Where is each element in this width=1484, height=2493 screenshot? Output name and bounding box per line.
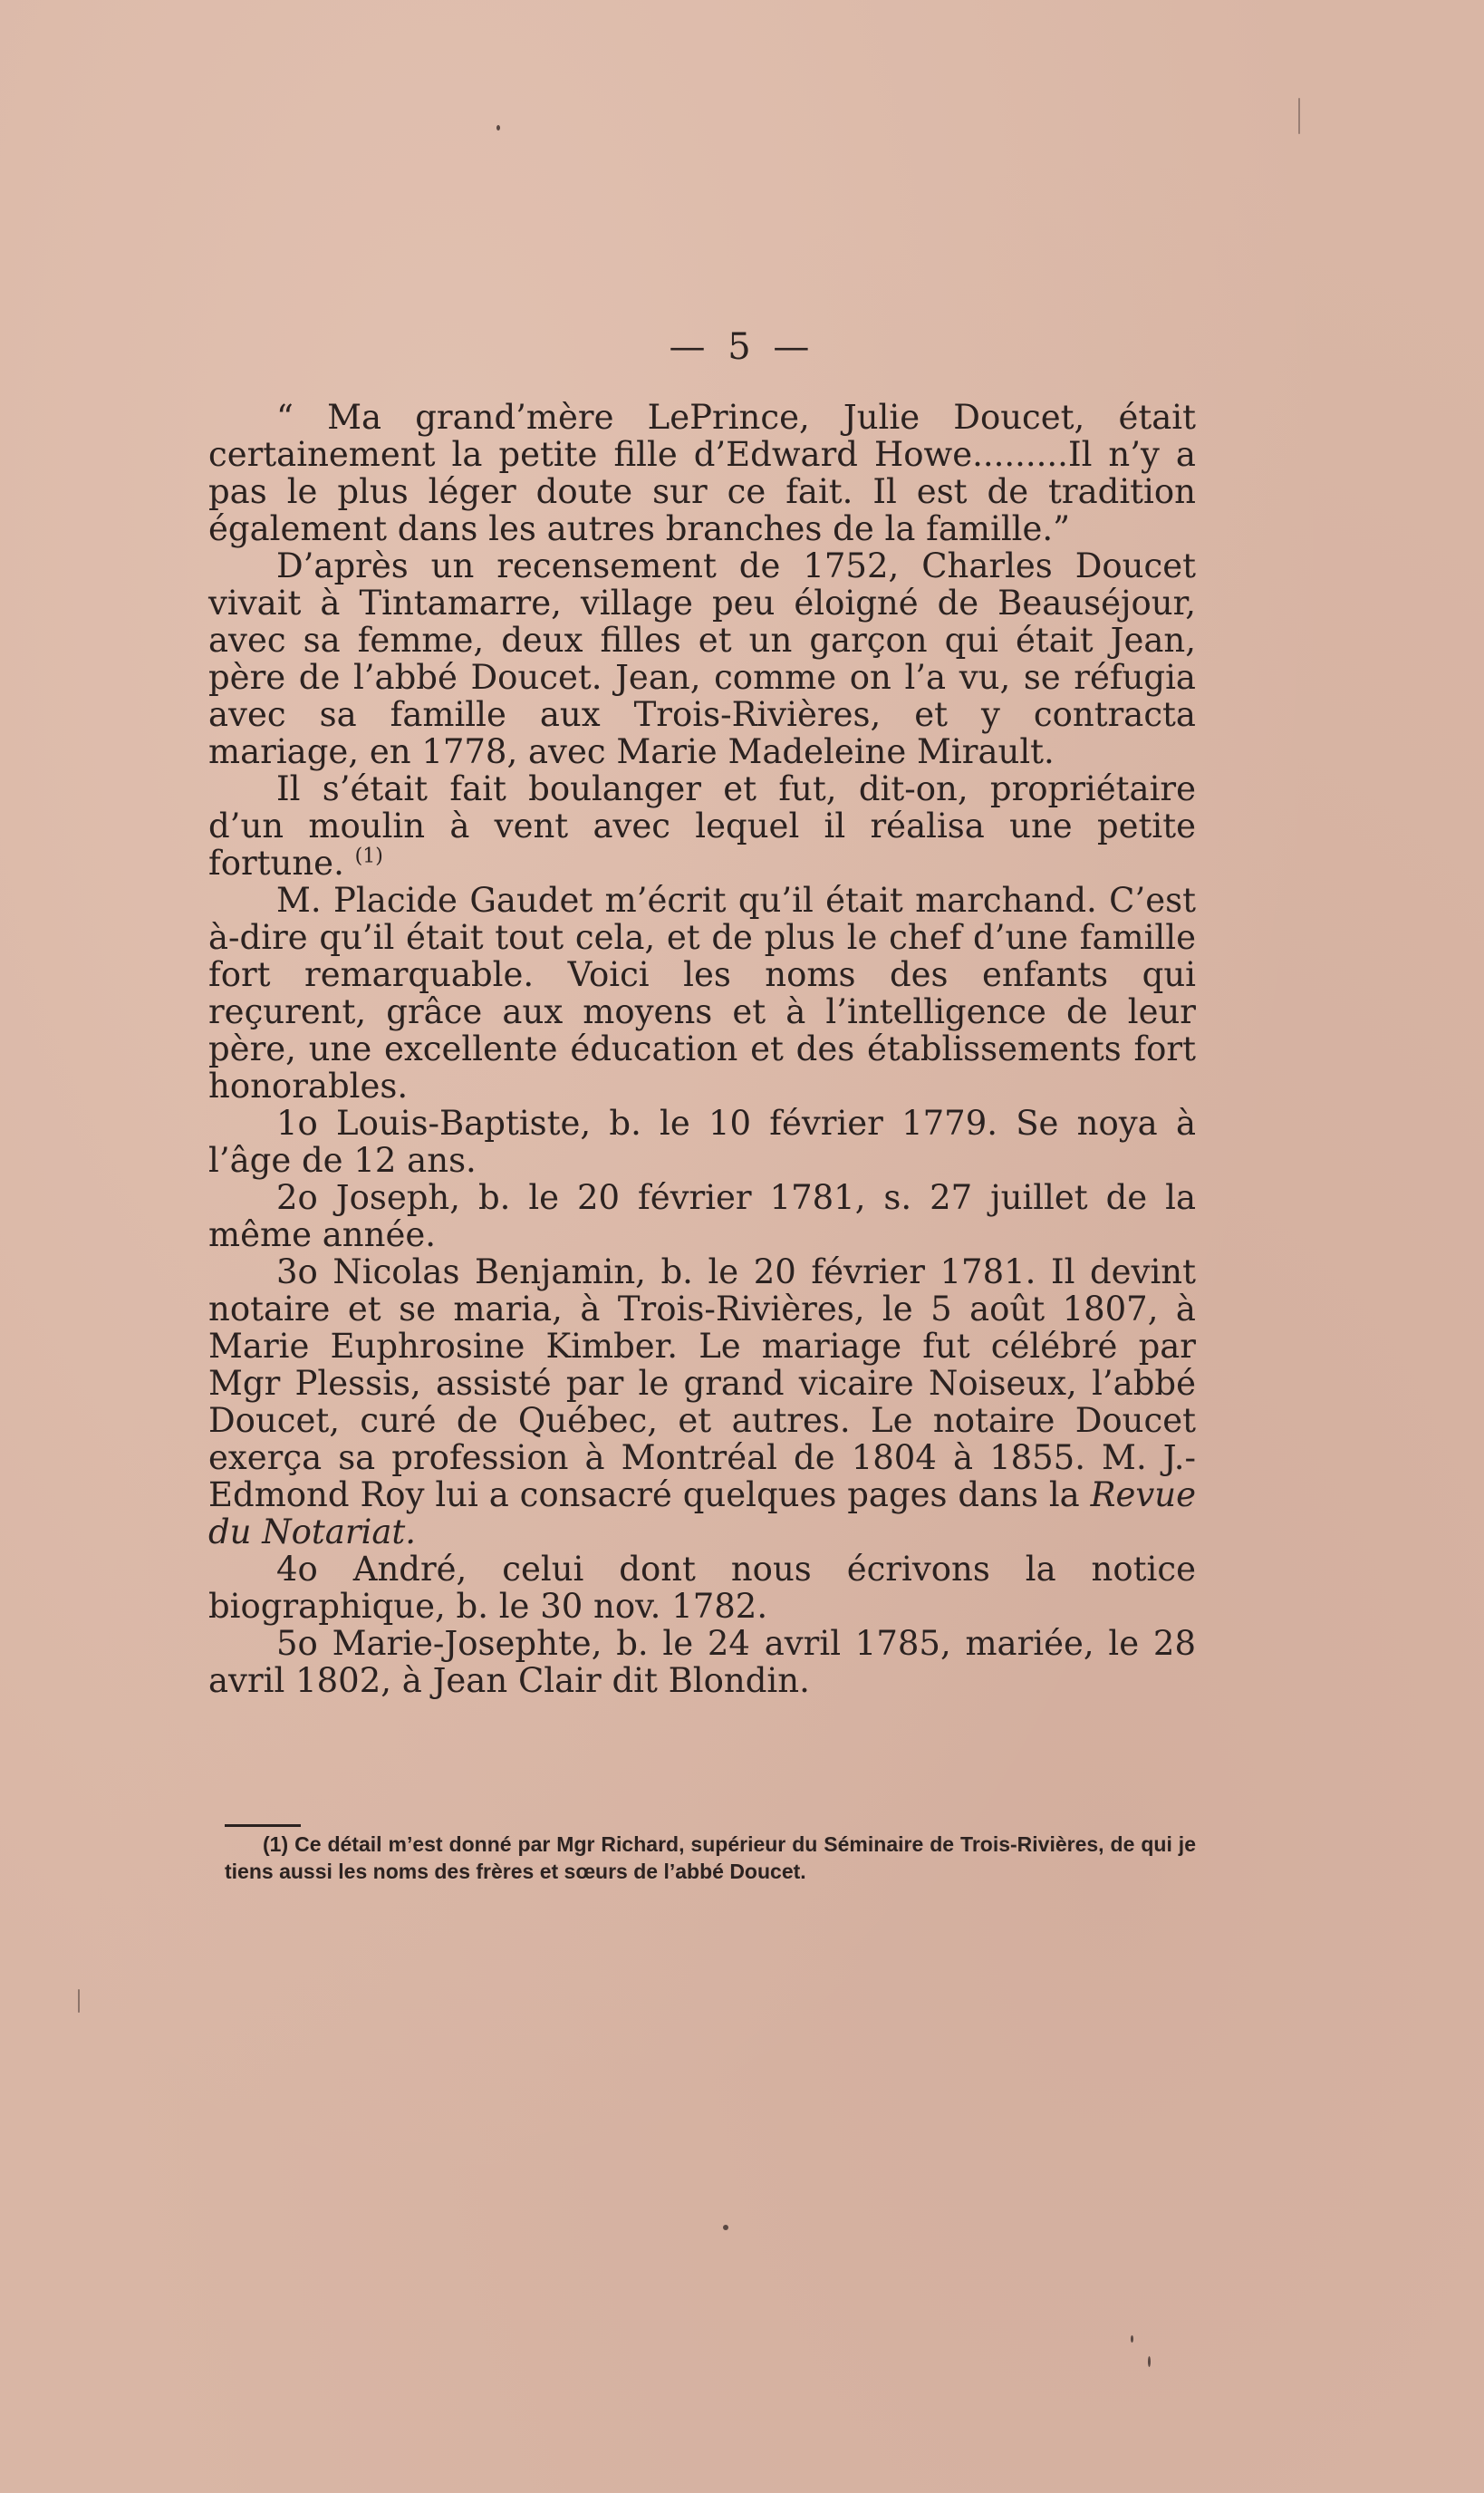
footnote [225,1831,1196,1885]
paragraph-gaudet: M. Placide Gaudet m’écrit qu’il était marchand. C’est à-dire qu’il était tout cela, et de plus le chef d’une famille fort remarquable. Voici les noms des enfants qui reçurent, grâce aux moyens et à l’intelligence de leur père, une excellente éducation et des établissements fort honorables. [208,881,1196,1106]
nicolas-text: 3o Nicolas Benjamin, b. le 20 février 1781. Il devint notaire et se maria, à Trois-Rivières, le 5 août 1807, à Marie Euphrosine Kimber. Le mariage fut célébré par Mgr Plessis, assisté par le grand vicaire Noiseux, l’abbé Doucet, curé de Québec, et autres. Le notaire Doucet exerça sa profession à Montréal de 1804 à 1855. M. J.-Edmond Roy lui a consacré quelques pages dans la [208,1252,1196,1514]
footnote-text: (1) Ce détail m’est donné par Mgr Richard, supérieur du Séminaire de Trois-Rivières, de qui je tiens aussi les noms des frères et sœurs de l’abbé Doucet. [225,1832,1196,1883]
paragraph-census: D’après un recensement de 1752, Charles Doucet vivait à Tintamarre, village peu éloigné de Beauséjour, avec sa femme, deux filles et un garçon qui était Jean, père de l’abbé Doucet. Jean, comme on l’a vu, se réfugia avec sa famille aux Trois-Rivières, et y contracta mariage, en 1778, avec Marie Madeleine Mirault. [208,546,1196,771]
paragraph-child-3 [208,1253,1196,1551]
footnote-reference: (1) [354,845,383,868]
paragraph-moulin [208,770,1196,882]
page-number: — 5 — [669,326,815,368]
moulin-text: Il s’était fait boulanger et fut, dit-on, propriétaire d’un moulin à vent avec lequel il réalisa une petite fortune. [208,769,1196,883]
paper-speck [1298,98,1300,134]
journal-title: Revue du Notariat. [208,1475,1196,1551]
paragraph-child-4: 4o André, celui dont nous écrivons la notice biographique, b. le 30 nov. 1782. [208,1550,1196,1626]
paper-speck [723,2225,728,2230]
paragraph-child-2: 2o Joseph, b. le 20 février 1781, s. 27 juillet de la même année. [208,1178,1196,1254]
paper-speck [78,1989,80,2013]
paragraph-child-1: 1o Louis-Baptiste, b. le 10 février 1779. Se noya à l’âge de 12 ans. [208,1104,1196,1180]
footnote-rule [225,1824,301,1827]
paragraph-child-5: 5o Marie-Josephte, b. le 24 avril 1785, mariée, le 28 avril 1802, à Jean Clair dit Blondin. [208,1624,1196,1700]
paper-speck [496,125,500,130]
paragraph-quote: “ Ma grand’mère LePrince, Julie Doucet, était certainement la petite fille d’Edward Howe.........Il n’y a pas le plus léger doute sur ce fait. Il est de tradition également dans les autres branches de la famille.” [208,398,1196,548]
paper-speck [1131,2335,1133,2343]
paper-speck [1148,2356,1151,2367]
body-text [208,399,1196,1699]
